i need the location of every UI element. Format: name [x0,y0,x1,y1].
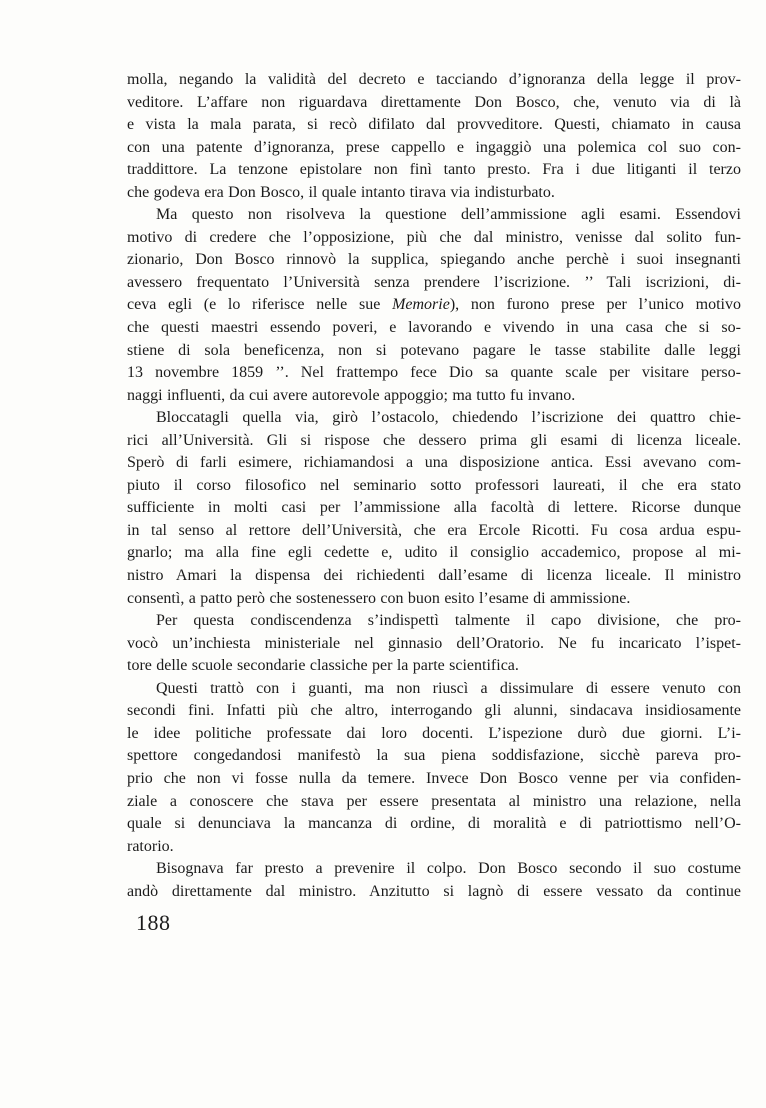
text-line: andò direttamente dal ministro. Anzitutto si lagnò di essere vessato da continue [127,882,741,900]
text-line: che godeva era Don Bosco, il quale intanto tirava via indisturbato. [127,183,555,201]
text-line: molla, negando la validità del decreto e tacciando d’ignoranza della legge il prov- [127,71,741,88]
text-line: ratorio. [127,837,174,855]
text-line: zionario, Don Bosco rinnovò la supplica, spiegando anche perchè i suoi insegnanti [127,251,741,269]
paragraph [127,69,741,204]
text-line: quale si denunciava la mancanza di ordine, di moralità e di patriottismo nell’O- [127,815,741,833]
text-line: spettore congedandosi manifestò la sua piena soddisfazione, sicchè pareva pro- [127,747,741,765]
text-line: prio che non vi fosse nulla da temere. Invece Don Bosco venne per via confiden- [127,769,741,787]
paragraph [127,858,741,903]
text-line: veditore. L’affare non riguardava direttamente Don Bosco, che, venuto via di là [127,93,741,111]
text-line: e vista la mala parata, si recò difilato dal provveditore. Questi, chiamato in causa [127,116,741,134]
text-line: sufficiente in molti casi per l’ammissione alla facoltà di lettere. Ricorse dunque [127,499,741,517]
text-line: con una patente d’ignoranza, prese cappello e ingaggiò una polemica col suo con- [127,138,741,156]
text-line: Per questa condiscendenza s’indispettì talmente il capo divisione, che pro- [156,612,741,630]
text-line: ziale a conoscere che stava per essere presentata al ministro una relazione, nella [127,792,741,810]
paragraph [127,678,741,858]
paragraph [127,407,741,610]
text-line: traddittore. La tenzone epistolare non finì tanto presto. Fra i due litiganti il terzo [127,161,741,179]
text-line: secondi fini. Infatti più che altro, interrogando gli alunni, sindacava insidiosamente [127,702,741,720]
text-line: motivo di credere che l’opposizione, più che dal ministro, venisse dal solito fun- [127,228,741,246]
text-line: stiene di sola beneficenza, non si potevano pagare le tasse stabilite dalle leggi [127,341,741,359]
text-line: gnarlo; ma alla fine egli cedette e, udito il consiglio accademico, propose al mi- [127,544,741,562]
paragraph [127,610,741,678]
text-line: le idee politiche professate dai loro docenti. L’ispezione durò due giorni. L’i- [127,724,741,742]
text-line: che questi maestri essendo poveri, e lavorando e vivendo in una casa che si so- [127,319,741,337]
text-line: 13 novembre 1859 ’’. Nel frattempo fece Dio sa quante scale per visitare perso- [127,364,741,382]
text-line: Bloccatagli quella via, girò l’ostacolo, chiedendo l’iscrizione dei quattro chie- [156,409,741,427]
text-line: Sperò di farli esimere, richiamandosi a una disposizione antica. Essi avevano com- [127,454,741,472]
text-line: consentì, a patto però che sostenessero con buon esito l’esame di ammissione. [127,589,631,607]
text-line: in tal senso al rettore dell’Università, che era Ercole Ricotti. Fu cosa ardua espu- [127,521,741,539]
text-line: rici all’Università. Gli si rispose che dessero prima gli esami di licenza liceale. [127,431,741,449]
text-line: ceva egli (e lo riferisce nelle sue Memorie), non furono prese per l’unico motivo [127,296,741,314]
text-line: tore delle scuole secondarie classiche per la parte scientifica. [127,657,519,675]
text-line: Questi trattò con i guanti, ma non riuscì a dissimulare di essere venuto con [156,679,741,697]
text-line: vocò un’inchiesta ministeriale nel ginnasio dell’Oratorio. Ne fu incaricato l’ispet- [127,634,741,652]
paragraph [127,204,741,407]
text-line: piuto il corso filosofico nel seminario sotto professori laureati, il che era stato [127,476,741,494]
text-line: Ma questo non risolveva la questione dell’ammissione agli esami. Essendovi [156,206,741,224]
text-line: avessero frequentato l’Università senza prendere l’iscrizione. ’’ Tali iscrizioni, di- [127,273,741,291]
text-line: naggi influenti, da cui avere autorevole appoggio; ma tutto fu invano. [127,386,576,404]
text-line: nistro Amari la dispensa dei richiedenti dall’esame di licenza liceale. Il ministro [127,567,741,585]
text-block [127,69,741,903]
page-number: 188 [136,910,171,935]
text-line: Bisognava far presto a prevenire il colpo. Don Bosco secondo il suo costume [156,860,741,878]
